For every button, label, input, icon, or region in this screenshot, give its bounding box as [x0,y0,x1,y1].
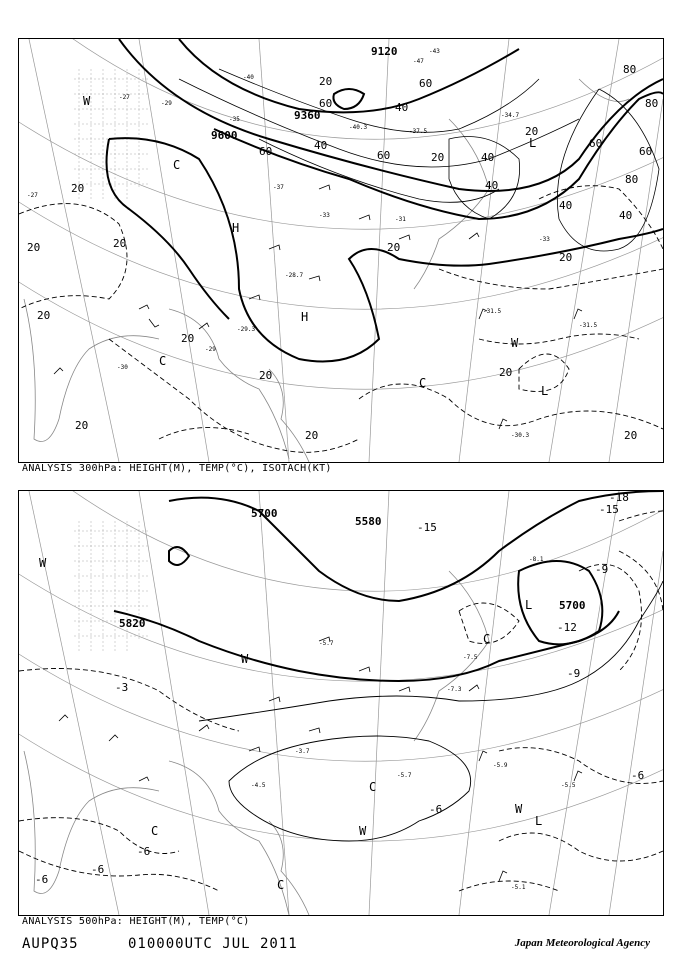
lower-station-value: -5.1 [511,884,526,891]
upper-temp-label: -43 [429,48,440,55]
upper-isotach-label: 40 [314,139,328,152]
lower-station-value: -5.5 [561,782,576,789]
upper-height-contours [107,39,664,362]
upper-isotach-label: 60 [639,145,653,158]
upper-station-value: -37.5 [409,128,428,135]
lower-height-label: 5580 [355,515,382,528]
upper-chart-panel [18,38,664,463]
warm-center-marker: W [359,824,367,838]
upper-isotach-label: 40 [485,179,499,192]
lower-height-label: 5700 [251,507,278,520]
cold-center-marker: C [151,824,159,838]
upper-temp-label: -29 [205,346,216,353]
upper-isotach-label: 60 [419,77,433,90]
lower-station-value: -3.7 [295,748,310,755]
upper-isotach-label: 20 [181,332,195,345]
upper-isotach-label: 20 [499,366,513,379]
upper-isotach-label: 20 [624,429,638,442]
upper-height-label: 9120 [371,45,398,58]
lower-hatch [74,521,149,651]
upper-isotach-label: 20 [305,429,319,442]
upper-temp-label: -47 [413,58,424,65]
lower-chart-map [19,491,663,915]
upper-temp-label: -30 [117,364,128,371]
upper-isotach-label: 60 [319,97,333,110]
warm-center-marker: W [39,556,47,570]
upper-isotach-label: 20 [259,369,273,382]
cold-center-marker: C [173,158,181,172]
chart-id: AUPQ35 [22,936,79,952]
upper-isotach-label: 20 [525,125,539,138]
low-center-marker: L [535,814,543,828]
upper-isotach-label: 20 [319,75,333,88]
upper-temp-label: -29 [161,100,172,107]
lower-temp-label: -6 [631,769,645,782]
upper-isotach-label: 20 [37,309,51,322]
warm-center-marker: W [515,802,523,816]
warm-center-marker: W [511,336,519,350]
cold-center-marker: C [159,354,167,368]
upper-temp-label: -37 [273,184,284,191]
upper-isotach-label: 60 [259,145,273,158]
upper-temp-label: -40 [243,74,254,81]
high-center-marker: H [232,221,240,235]
upper-isotherms [19,186,663,453]
agency-name: Japan Meteorological Agency [514,937,650,949]
lower-chart-panel [18,490,664,916]
cold-center-marker: C [369,780,377,794]
upper-station-value: -29.3 [237,326,256,333]
cold-center-marker: C [483,632,491,646]
upper-station-value: -28.7 [285,272,304,279]
lower-temp-label: -18 [609,491,629,504]
lower-temp-label: -12 [557,621,577,634]
upper-isotach-label: 40 [395,101,409,114]
lower-isotherms [19,511,663,891]
valid-time: 010000UTC JUL 2011 [128,936,298,952]
lower-height-contours [114,491,663,681]
upper-hatch [74,69,149,199]
lower-station-value: -8.1 [529,556,544,563]
upper-temp-label: -33 [319,212,330,219]
upper-isotach-label: 20 [71,182,85,195]
upper-isotach-label: 20 [113,237,127,250]
lower-temp-label: -6 [91,863,105,876]
warm-center-marker: W [83,94,91,108]
upper-temp-label: -35 [229,116,240,123]
lower-station-value: -5.9 [493,762,508,769]
upper-height-label: 9360 [294,109,321,122]
upper-station-value: -31.5 [483,308,502,315]
lower-height-label: 5820 [119,617,146,630]
upper-isotach-label: 20 [431,151,445,164]
lower-temp-label: -15 [599,503,619,516]
upper-station-value: -30.3 [511,432,530,439]
lower-station-value: -5.7 [397,772,412,779]
upper-isotach-label: 80 [645,97,659,110]
lower-temp-label: -9 [567,667,581,680]
upper-temp-label: -31 [395,216,406,223]
lower-station-value: -5.7 [319,640,334,647]
upper-station-value: -34.7 [501,112,520,119]
low-center-marker: L [541,384,549,398]
upper-chart-caption: ANALYSIS 300hPa: HEIGHT(M), TEMP(°C), ISOTACH(KT) [22,463,332,474]
upper-temp-label: -33 [539,236,550,243]
cold-center-marker: C [277,878,285,892]
upper-isotach-label: 60 [589,137,603,150]
upper-station-value: -31.5 [579,322,598,329]
upper-station-value: -40.3 [349,124,368,131]
lower-height-label: 5700 [559,599,586,612]
lower-temp-label: -6 [429,803,443,816]
upper-isotach-label: 60 [377,149,391,162]
upper-isotachs [179,69,659,251]
upper-coastline [24,79,629,462]
warm-center-marker: W [241,652,249,666]
lower-temp-label: -15 [417,521,437,534]
cold-center-marker: C [419,376,427,390]
upper-isotach-label: 40 [619,209,633,222]
upper-isotach-label: 40 [481,151,495,164]
high-center-marker: H [301,310,309,324]
upper-isotach-label: 80 [625,173,639,186]
upper-isotach-label: 20 [559,251,573,264]
upper-isotach-label: 20 [27,241,41,254]
upper-isotach-label: 20 [75,419,89,432]
upper-isotach-label: 80 [623,63,637,76]
upper-temp-label: -27 [119,94,130,101]
upper-temp-label: -27 [27,192,38,199]
lower-temp-label: -9 [595,563,609,576]
lower-temp-label: -6 [35,873,49,886]
lower-station-value: -7.3 [447,686,462,693]
lower-station-value: -4.5 [251,782,266,789]
lower-graticule [19,491,663,915]
upper-height-label: 9600 [211,129,238,142]
low-center-marker: L [529,136,537,150]
lower-chart-caption: ANALYSIS 500hPa: HEIGHT(M), TEMP(°C) [22,916,250,927]
low-center-marker: L [525,598,533,612]
lower-station-value: -7.5 [463,654,478,661]
upper-isotach-label: 20 [387,241,401,254]
upper-chart-map [19,39,663,462]
lower-temp-label: -3 [115,681,129,694]
lower-temp-label: -6 [137,845,151,858]
upper-isotach-label: 40 [559,199,573,212]
